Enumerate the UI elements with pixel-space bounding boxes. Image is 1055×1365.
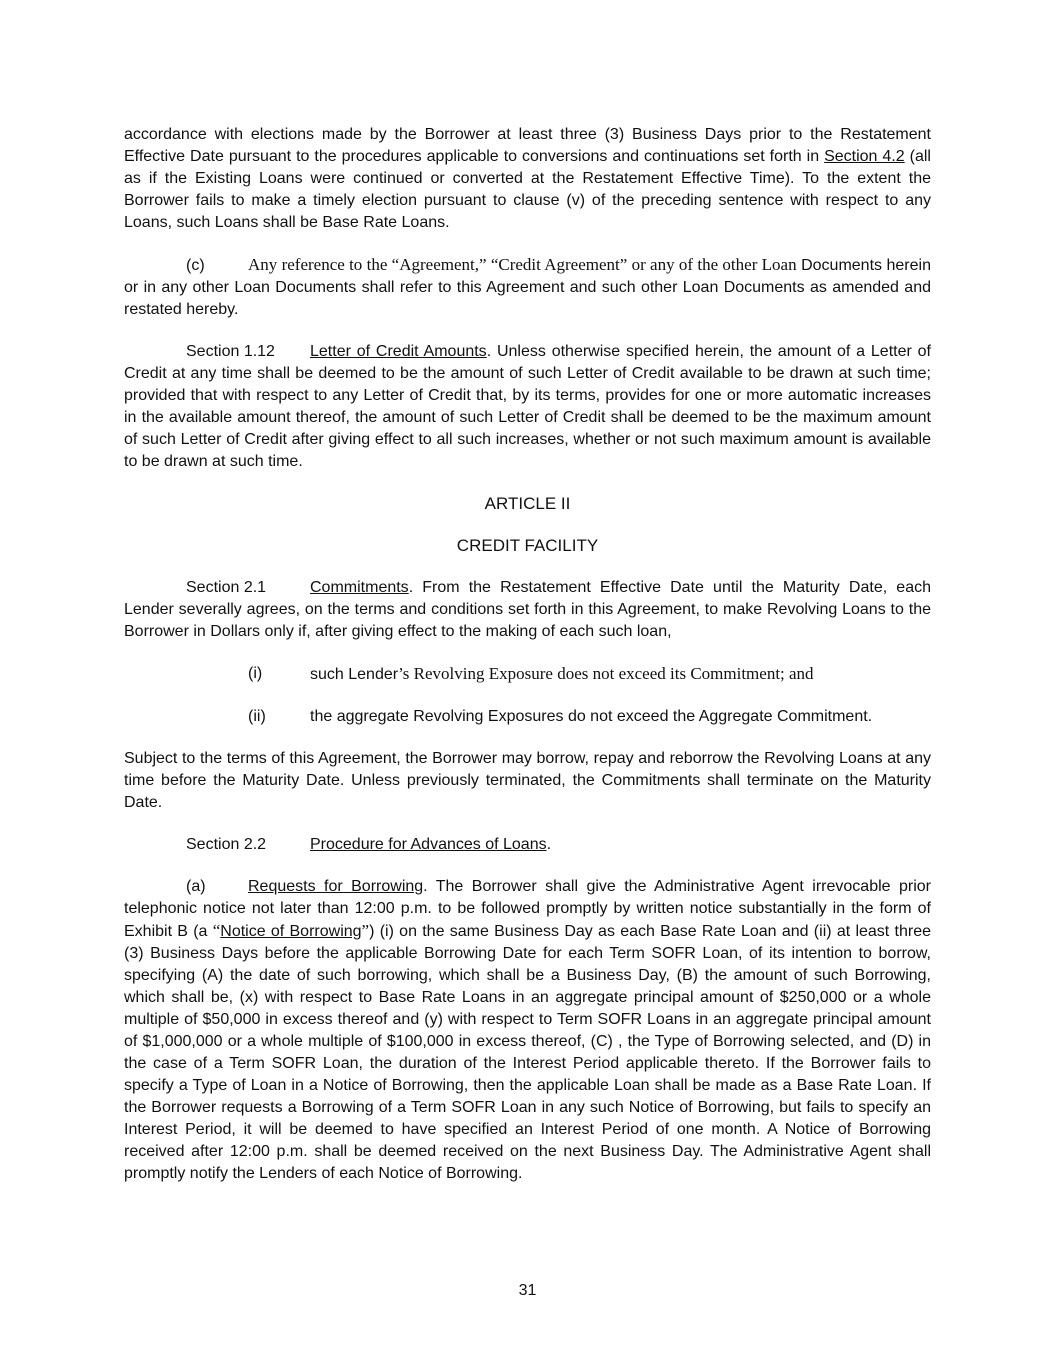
document-page [124, 124, 931, 1185]
quote-open: “ [212, 921, 221, 940]
clause-a-paragraph [124, 876, 931, 1185]
clause-a-title: Requests for Borrowing [248, 878, 424, 895]
list-item-number: (ii) [248, 708, 266, 725]
section-2-1-number: Section 2.1 [186, 579, 267, 596]
list-item-text: the aggregate Revolving Exposures do not exceed the Aggregate Commitment. [310, 708, 873, 725]
clause-c-body: Documents herein or in any other Loan Documents shall refer to this Agreement and such other Loan Documents as amended and restated hereby. [124, 257, 931, 318]
list-item-text-a: such Lender [310, 666, 399, 683]
section-2-1-title: Commitments [310, 579, 409, 596]
clause-a-label: (a) [186, 878, 206, 895]
clause-c-label: (c) [186, 257, 205, 274]
article-title: CREDIT FACILITY [456, 536, 599, 555]
section-4-2-link[interactable]: Section 4.2 [824, 148, 905, 165]
list-item-number: (i) [248, 665, 263, 682]
list-item-text-b: ’s Revolving Exposure does not exceed its Commitment; and [398, 664, 814, 683]
clause-c-lead: Any reference to the “Agreement,” “Credit Agreement” or any of the other Loan [248, 255, 797, 274]
section-1-12-body: . Unless otherwise specified herein, the amount of a Letter of Credit at any time shall be deemed to be the amount of such Letter of Credit available to be drawn at such time; provided that with respect to any Letter of Credit that, by its terms, provides for one or more automatic increases in the available amount thereof, the amount of such Letter of Credit shall be deemed to be the maximum amount of such Letter of Credit after giving effect to all such increases, whether or not such maximum amount is available to be drawn at such time. [124, 343, 931, 470]
list-item [248, 706, 931, 728]
clause-c-paragraph [124, 254, 931, 321]
section-2-1-paragraph [124, 577, 931, 643]
list-item-text [310, 663, 931, 686]
quote-close: ” [361, 921, 370, 940]
section-2-1-after-paragraph: Subject to the terms of this Agreement, the Borrower may borrow, repay and reborrow the Revolving Loans at any time before the Maturity Date. Unless previously terminated, the Commitments shall terminate on the Maturity Date. [124, 750, 931, 811]
section-2-1-body: . From the Restatement Effective Date until the Maturity Date, each Lender severally agrees, on the terms and conditions set forth in this Agreement, to make Revolving Loans to the Borrower in Dollars only if, after giving effect to the making of each such loan, [124, 579, 931, 640]
section-1-12-title: Letter of Credit Amounts [310, 343, 487, 360]
list-item [248, 663, 931, 686]
notice-of-borrowing-term: Notice of Borrowing [220, 923, 362, 940]
section-2-2-heading [124, 834, 931, 856]
section-1-12-number: Section 1.12 [186, 343, 275, 360]
section-2-2-number: Section 2.2 [186, 836, 267, 853]
section-2-2-title: Procedure for Advances of Loans [310, 836, 547, 853]
intro-paragraph [124, 124, 931, 234]
clause-a-text-continued: ) (i) on the same Business Day as each Base Rate Loan and (ii) at least three (3) Business Days before the applicable Borrowing Date for each Term SOFR Loan, of its intention to borrow, specifying (A) the date of such borrowing, which shall be a Business Day, (B) the amount of such Borrowing, which shall be, (x) with respect to Base Rate Loans in an aggregate principal amount of $250,000 or a whole multiple of $50,000 in excess thereof and (y) with respect to Term SOFR Loans in an aggregate principal amount of $1,000,000 or a whole multiple of $100,000 in excess thereof, (C) , the Type of Borrowing selected, and (D) in the case of a Term SOFR Loan, the duration of the Interest Period applicable thereto. If the Borrower fails to specify a Type of Loan in a Notice of Borrowing, then the applicable Loan shall be made as a Base Rate Loan. If the Borrower requests a Borrowing of a Term SOFR Loan in any such Notice of Borrowing, but fails to specify an Interest Period, it will be deemed to have specified an Interest Period of one month. A Notice of Borrowing received after 12:00 p.m. shall be deemed received on the next Business Day. The Administrative Agent shall promptly notify the Lenders of each Notice of Borrowing. [124, 923, 931, 1182]
section-2-2-period: . [546, 836, 552, 853]
intro-text: accordance with elections made by the Borrower at least three (3) Business Days prior to the Restatement Effective Date pursuant to the procedures applicable to conversions and continuations set forth in [124, 126, 931, 165]
intro-text-continued: (all as if the Existing Loans were continued or converted at the Restatement Effective Time). To the extent the Borrower fails to make a timely election pursuant to clause (v) of the preceding sentence with respect to any Loans, such Loans shall be Base Rate Loans. [124, 148, 931, 231]
section-1-12-paragraph [124, 341, 931, 473]
article-heading: ARTICLE II [484, 494, 571, 513]
page-number: 31 [518, 1282, 537, 1299]
clause-a-text: . The Borrower shall give the Administrative Agent irrevocable prior telephonic notice not later than 12:00 p.m. to be followed promptly by written notice substantially in the form of Exhibit B (a [124, 878, 931, 940]
